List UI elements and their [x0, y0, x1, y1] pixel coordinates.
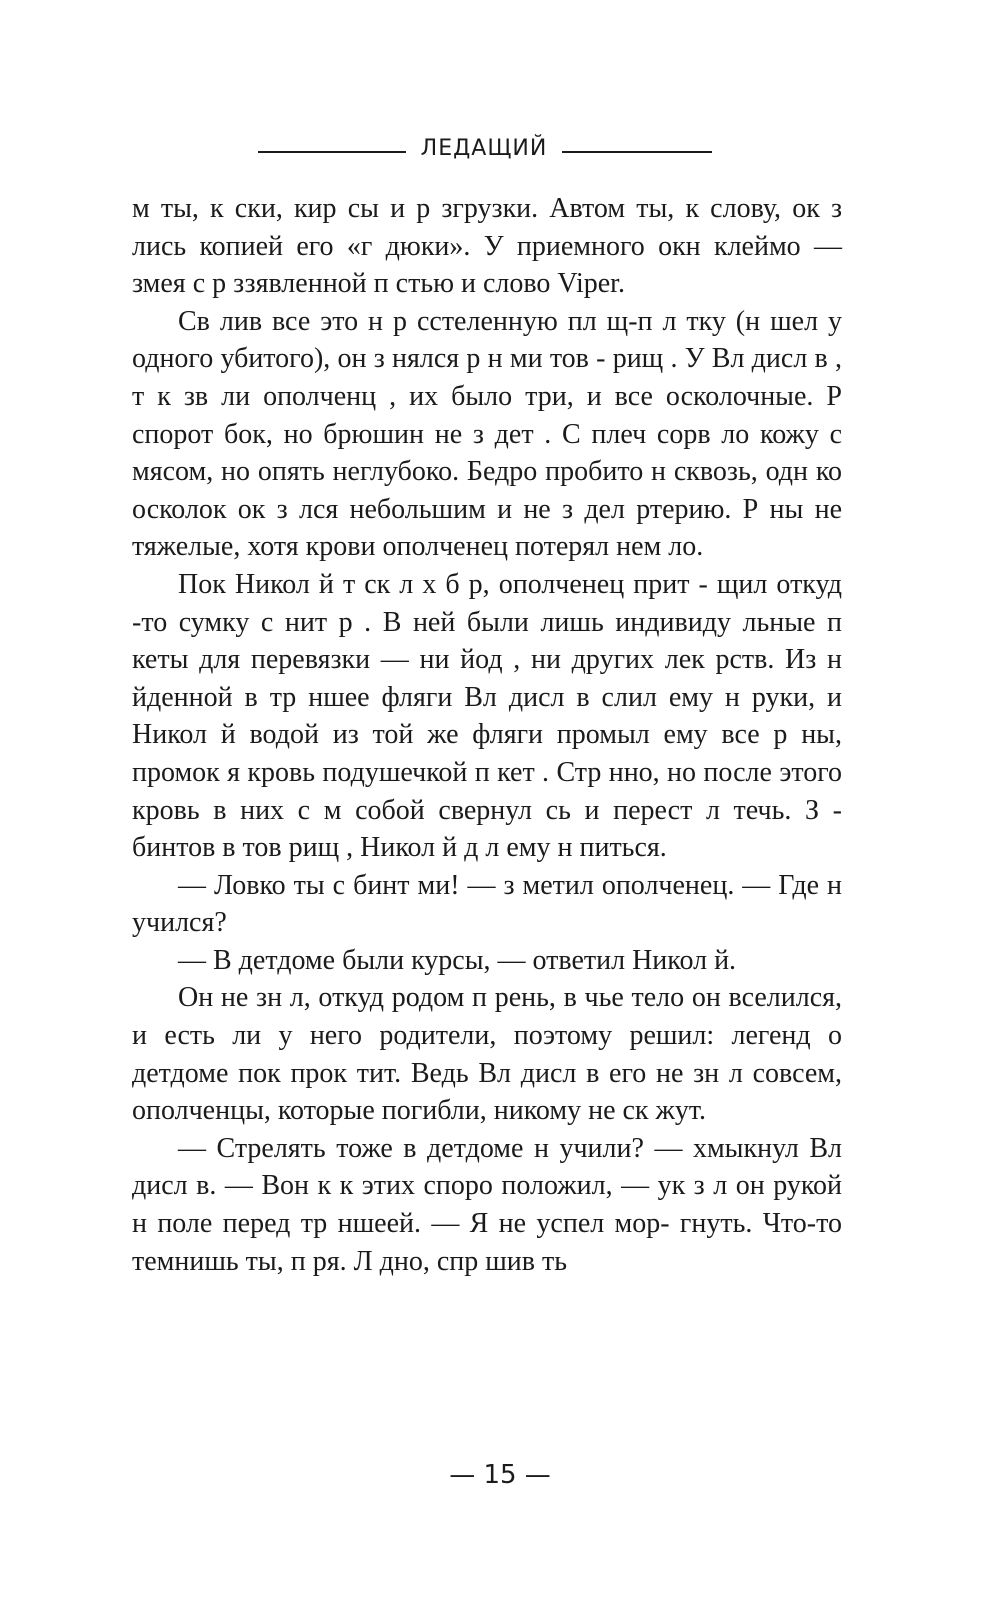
running-title: ЛЕДАЩИЙ	[420, 136, 548, 161]
body-text	[132, 190, 842, 1280]
header-rule-right	[562, 151, 712, 153]
header-rule-left	[258, 151, 406, 153]
paragraph-7-dialogue: — Стрелять тоже в детдоме н учили? — хмыкнул Вл дисл в. — Вон к к этих споро положил, — ук з л он рукой н поле перед тр ншеей. — Я не успел мор- гнуть. Что-то темнишь ты, п ря. Л дно, спр шив ть	[132, 1132, 842, 1277]
paragraph-5-dialogue: — В детдоме были курсы, — ответил Никол й.	[178, 944, 737, 976]
paragraph-2: Св лив все это н р сстеленную пл щ-п л тку (н шел у одного убитого), он з нялся р н ми тов - рищ . У Вл дисл в , т к зв ли ополченц , их было три, и все осколочные. Р спорот бок, но брюшин не з дет . С плеч сорв ло кожу с мясом, но опять неглубоко. Бедро пробито н сквозь, одн ко осколок ок з лся небольшим и не з дел ртерию. Р ны не тяжелые, хотя крови ополченец потерял нем ло.	[132, 305, 842, 563]
paragraph-1: м ты, к ски, кир сы и р згрузки. Автом ты, к слову, ок з лись копией его «г дюки». У приемного окн клеймо — змея с р ззявленной п стью и слово Viper.	[132, 193, 842, 300]
page-number: — 15 —	[449, 1460, 551, 1490]
running-header	[0, 132, 1000, 172]
paragraph-6: Он не зн л, откуд родом п рень, в чье тело он вселился, и есть ли у него родители, поэтому решил: легенд о детдоме пок прок тит. Ведь Вл дисл в его не зн л совсем, ополченцы, которые погибли, никому не ск жут.	[132, 982, 842, 1127]
paragraph-4-dialogue: — Ловко ты с бинт ми! — з метил ополченец. — Где н учился?	[132, 869, 842, 939]
paragraph-3: Пок Никол й т ск л х б р, ополченец прит - щил откуд -то сумку с нит р . В ней были лишь индивиду льные п кеты для перевязки — ни йод , ни других лек рств. Из н йденной в тр ншее фляги Вл дисл в слил ему н руки, и Никол й водой из той же фляги промыл ему все р ны, промок я кровь подушечкой п кет . Стр нно, но после этого кровь в них с м собой свернул сь и перест л течь. З - бинтов в тов рищ , Никол й д л ему н питься.	[132, 568, 842, 864]
